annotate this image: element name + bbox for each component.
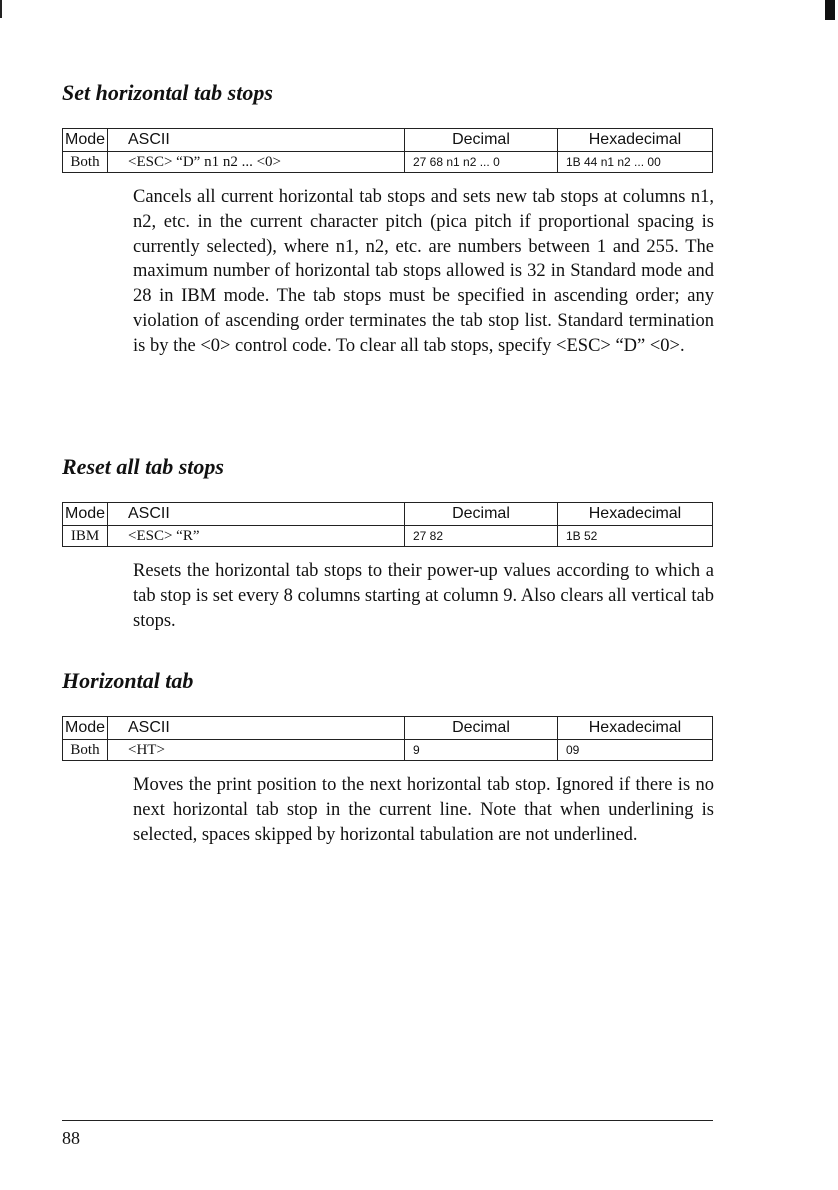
header-ascii: ASCII (108, 503, 405, 526)
footer-rule (62, 1120, 713, 1121)
section-description: Cancels all current horizontal tab stops and sets new tab stops at columns n1, n2, etc. in the current character pitch (pica pitch if proportional spacing is currently selected), where n1, n2, etc. are numbers between 1 and 255. The maximum number of horizontal tab stops allowed is 32 in Standard mode and 28 in IBM mode. The tab stops must be specified in ascending order; any violation of ascending order terminates the tab stop list. Standard termination is by the <0> control code. To clear all tab stops, specify <ESC> “D” <0>. (133, 187, 714, 356)
section-heading: Set horizontal tab stops (62, 80, 273, 105)
command-table (62, 128, 713, 173)
cell-mode: Both (63, 152, 108, 173)
table-row (63, 152, 713, 173)
table-row (63, 526, 713, 547)
cell-ascii: <ESC> “R” (108, 526, 405, 547)
cell-decimal: 9 (405, 740, 558, 761)
header-decimal: Decimal (405, 717, 558, 740)
header-decimal: Decimal (405, 129, 558, 152)
table-row (63, 740, 713, 761)
command-table (62, 502, 713, 547)
section-heading: Reset all tab stops (62, 454, 224, 479)
section-set-horizontal-tab-stops (62, 80, 714, 359)
table-header-row (63, 129, 713, 152)
table-header-row (63, 503, 713, 526)
cell-ascii: <ESC> “D” n1 n2 ... <0> (108, 152, 405, 173)
cell-hexadecimal: 1B 44 n1 n2 ... 00 (558, 152, 713, 173)
scan-edge-mark (0, 0, 2, 18)
cell-decimal: 27 82 (405, 526, 558, 547)
command-table (62, 716, 713, 761)
section-reset-all-tab-stops (62, 454, 714, 633)
scan-edge-mark (825, 0, 835, 20)
cell-mode: IBM (63, 526, 108, 547)
page-number: 88 (62, 1128, 80, 1148)
header-hexadecimal: Hexadecimal (558, 717, 713, 740)
header-mode: Mode (63, 503, 108, 526)
cell-hexadecimal: 09 (558, 740, 713, 761)
section-description: Moves the print position to the next horizontal tab stop. Ignored if there is no next horizontal tab stop in the current line. Note that when underlining is selected, spaces skipped by horizontal tabulation are not underlined. (133, 775, 714, 845)
table-header-row (63, 717, 713, 740)
header-ascii: ASCII (108, 717, 405, 740)
cell-hexadecimal: 1B 52 (558, 526, 713, 547)
section-heading: Horizontal tab (62, 668, 194, 693)
cell-mode: Both (63, 740, 108, 761)
cell-ascii: <HT> (108, 740, 405, 761)
section-horizontal-tab (62, 668, 714, 847)
header-mode: Mode (63, 129, 108, 152)
cell-decimal: 27 68 n1 n2 ... 0 (405, 152, 558, 173)
header-hexadecimal: Hexadecimal (558, 503, 713, 526)
header-hexadecimal: Hexadecimal (558, 129, 713, 152)
section-description: Resets the horizontal tab stops to their power-up values according to which a tab stop is set every 8 columns starting at column 9. Also clears all vertical tab stops. (133, 561, 714, 631)
header-decimal: Decimal (405, 503, 558, 526)
header-ascii: ASCII (108, 129, 405, 152)
header-mode: Mode (63, 717, 108, 740)
